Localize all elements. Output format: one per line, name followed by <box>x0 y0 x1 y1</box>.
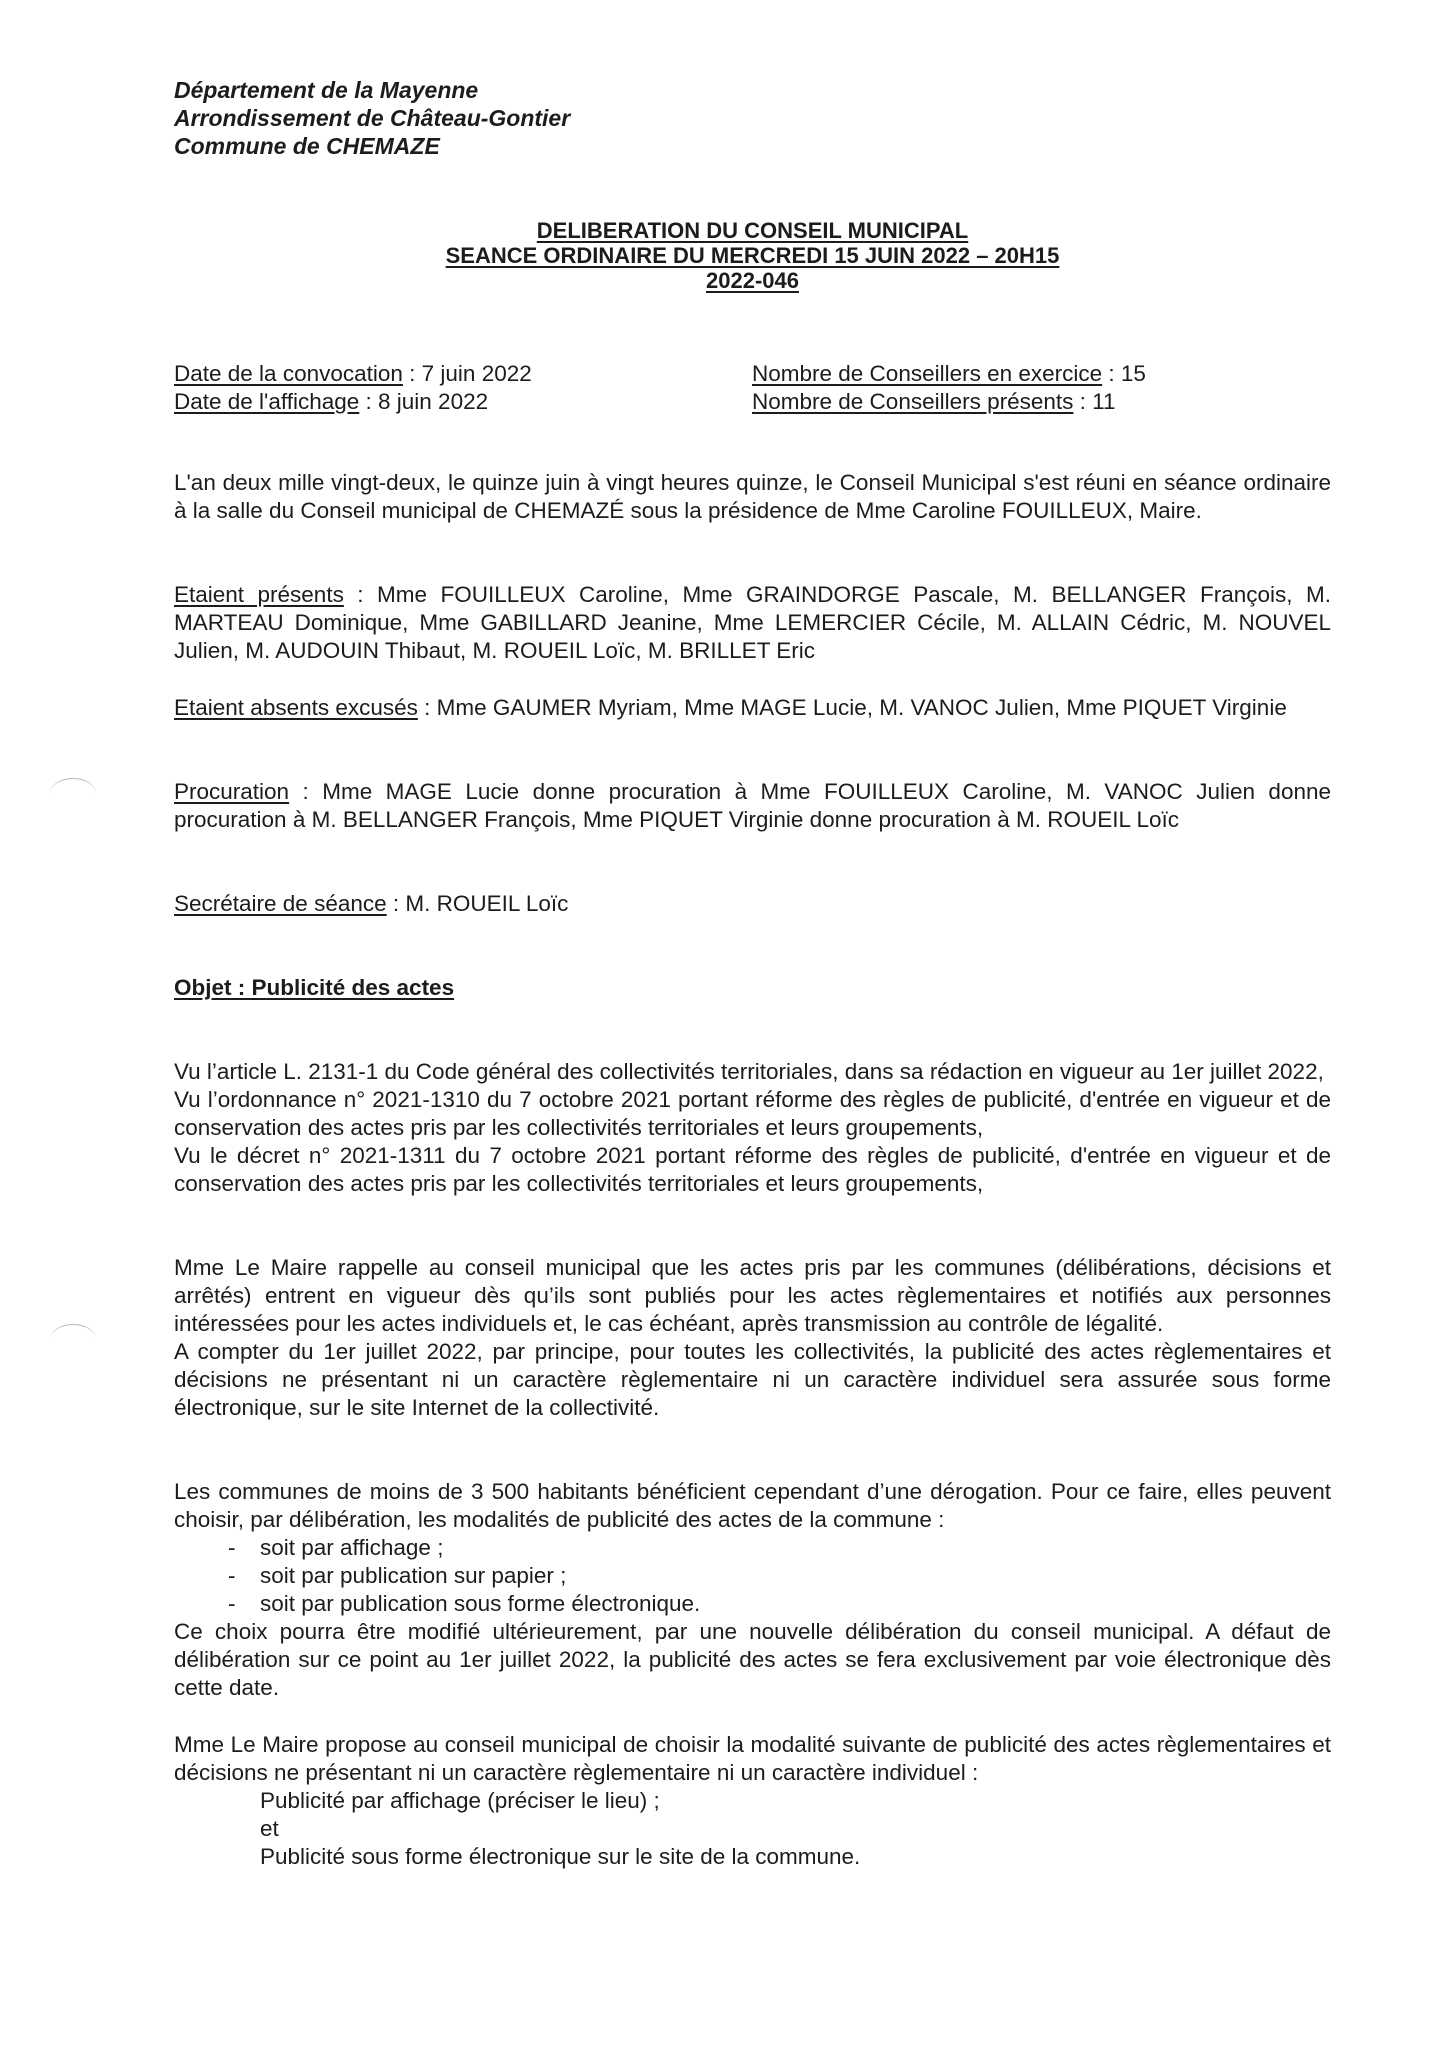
secretaire-paragraph: Secrétaire de séance : M. ROUEIL Loïc <box>174 891 569 916</box>
document-title <box>174 218 1331 293</box>
convocation-date: Date de la convocation : 7 juin 2022 <box>174 361 532 386</box>
procuration-paragraph: Procuration : Mme MAGE Lucie donne procuration à Mme FOUILLEUX Caroline, M. VANOC Julien donne procuration à M. BELLANGER François, Mme PIQUET Virginie donne procuration à M. ROUEIL Loïc <box>174 779 1331 832</box>
scan-margin-mark <box>50 778 96 809</box>
vu-article: Vu l’article L. 2131-1 du Code général des collectivités territoriales, dans sa rédaction en vigueur au 1er juillet 2022, <box>174 1059 1324 1084</box>
choice-affichage: Publicité par affichage (préciser le lieu) ; <box>260 1788 660 1813</box>
commune-line: Commune de CHEMAZE <box>174 133 440 159</box>
scan-margin-mark <box>50 1324 96 1355</box>
department-line: Département de la Mayenne <box>174 77 479 103</box>
modalites-list <box>174 1534 1331 1618</box>
absents-paragraph: Etaient absents excusés : Mme GAUMER Myriam, Mme MAGE Lucie, M. VANOC Julien, Mme PIQUET Virginie <box>174 695 1287 720</box>
dates-block <box>174 360 532 416</box>
counts-block <box>752 360 1146 416</box>
conseillers-exercice: Nombre de Conseillers en exercice : 15 <box>752 361 1146 386</box>
derogation-intro: Les communes de moins de 3 500 habitants bénéficient cependant d’une dérogation. Pour ce faire, elles peuvent choisir, par délibération, les modalités de publicité des actes de la commune : <box>174 1479 1331 1532</box>
deliberation-number: 2022-046 <box>706 268 799 293</box>
list-item: - soit par publication sur papier ; <box>174 1562 1331 1590</box>
intro-paragraph: L'an deux mille vingt-deux, le quinze juin à vingt heures quinze, le Conseil Municipal s'est réuni en séance ordinaire à la salle du Conseil municipal de CHEMAZÉ sous la présidence de Mme Caroline FOUILLEUX, Maire. <box>174 470 1331 523</box>
vu-decret: Vu le décret n° 2021-1311 du 7 octobre 2021 portant réforme des règles de publicité, d'entrée en vigueur et de conservation des actes pris par les collectivités territoriales et leurs groupements, <box>174 1143 1331 1196</box>
list-item: - soit par publication sous forme électronique. <box>174 1590 1331 1618</box>
presents-paragraph: Etaient présents : Mme FOUILLEUX Caroline, Mme GRAINDORGE Pascale, M. BELLANGER François, M. MARTEAU Dominique, Mme GABILLARD Jeanine, Mme LEMERCIER Cécile, M. ALLAIN Cédric, M. NOUVEL Julien, M. AUDOUIN Thibaut, M. ROUEIL Loïc, M. BRILLET Eric <box>174 582 1331 663</box>
derogation-block <box>174 1478 1331 1702</box>
choice-electronique: Publicité sous forme électronique sur le site de la commune. <box>260 1844 861 1869</box>
conseillers-presents: Nombre de Conseillers présents : 11 <box>752 389 1116 414</box>
list-item: - soit par affichage ; <box>174 1534 1331 1562</box>
objet-heading: Objet : Publicité des actes <box>174 975 455 1000</box>
proposition-intro: Mme Le Maire propose au conseil municipal de choisir la modalité suivante de publicité des actes règlementaires et décisions ne présentant ni un caractère règlementaire ni un caractère individuel : <box>174 1732 1331 1785</box>
affichage-date: Date de l'affichage : 8 juin 2022 <box>174 389 489 414</box>
title-deliberation: DELIBERATION DU CONSEIL MUNICIPAL <box>536 218 969 243</box>
derogation-outro: Ce choix pourra être modifié ultérieurement, par une nouvelle délibération du conseil municipal. A défaut de délibération sur ce point au 1er juillet 2022, la publicité des actes se fera exclusivement par voie électronique dès cette date. <box>174 1619 1331 1700</box>
title-seance: SEANCE ORDINAIRE DU MERCREDI 15 JUIN 2022 – 20H15 <box>445 243 1060 268</box>
proposition-block <box>174 1731 1331 1871</box>
rappel-block <box>174 1254 1331 1422</box>
vu-ordonnance: Vu l’ordonnance n° 2021-1310 du 7 octobre 2021 portant réforme des règles de publicité, d'entrée en vigueur et de conservation des actes pris par les collectivités territoriales et leurs groupements, <box>174 1087 1331 1140</box>
choice-conjunction: et <box>260 1816 279 1841</box>
principe-paragraph: A compter du 1er juillet 2022, par principe, pour toutes les collectivités, la publicité des actes règlementaires et décisions ne présentant ni un caractère règlementaire ni un caractère individuel sera assurée sous forme électronique, sur le site Internet de la collectivité. <box>174 1339 1331 1420</box>
document-header <box>174 76 570 160</box>
rappel-paragraph: Mme Le Maire rappelle au conseil municipal que les actes pris par les communes (délibérations, décisions et arrêtés) entrent en vigueur dès qu’ils sont publiés pour les actes règlementaires et notifiés aux personnes intéressées pour les actes individuels et, le cas échéant, après transmission au contrôle de légalité. <box>174 1255 1331 1336</box>
arrondissement-line: Arrondissement de Château-Gontier <box>174 105 571 131</box>
vu-block <box>174 1058 1331 1198</box>
